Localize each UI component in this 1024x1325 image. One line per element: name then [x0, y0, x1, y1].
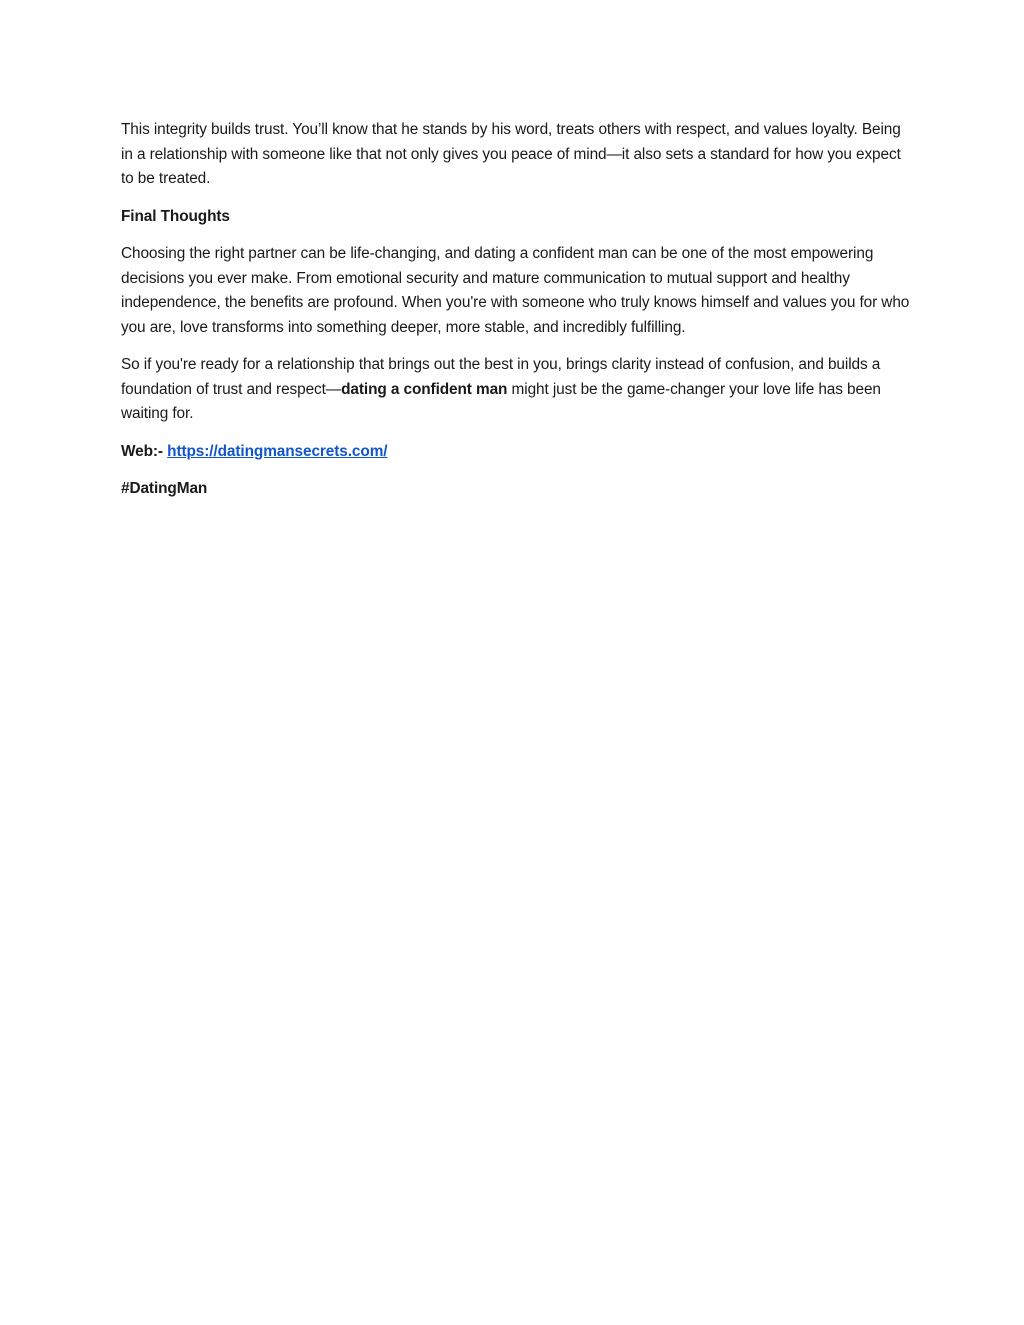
hashtag: #DatingMan	[121, 480, 208, 497]
section-heading: Final Thoughts	[121, 207, 230, 225]
paragraph-ready-start: So if you're ready for a relationship that brings out the best in you, brings clarity instead of confusion, and builds a foundation of trust and respect—	[121, 356, 881, 398]
paragraph-choosing: Choosing the right partner can be life-changing, and dating a confident man can be one of the most empowering decisions you ever make. From emotional security and mature communication to mutual support and healthy independence, the benefits are profound. When you're with someone who truly knows himself and values you for who you are, love transforms into something deeper, more stable, and incredibly fulfilling.	[121, 245, 910, 336]
web-line	[121, 440, 911, 465]
website-link[interactable]: https://datingmansecrets.com/	[167, 442, 388, 460]
web-label: Web:-	[121, 442, 168, 460]
paragraph-integrity: This integrity builds trust. You’ll know that he stands by his word, treats others with respect, and values loyalty. Being in a relationship with someone like that not only gives you peace of mind—it also sets a standard for how you expect to be treated.	[121, 121, 901, 187]
paragraph-ready-bold: dating a confident man	[341, 380, 508, 398]
paragraph-ready	[121, 353, 911, 427]
paragraph-ready-end: might just be the game-changer your love life has been waiting for.	[121, 380, 881, 422]
document-body	[121, 118, 911, 515]
